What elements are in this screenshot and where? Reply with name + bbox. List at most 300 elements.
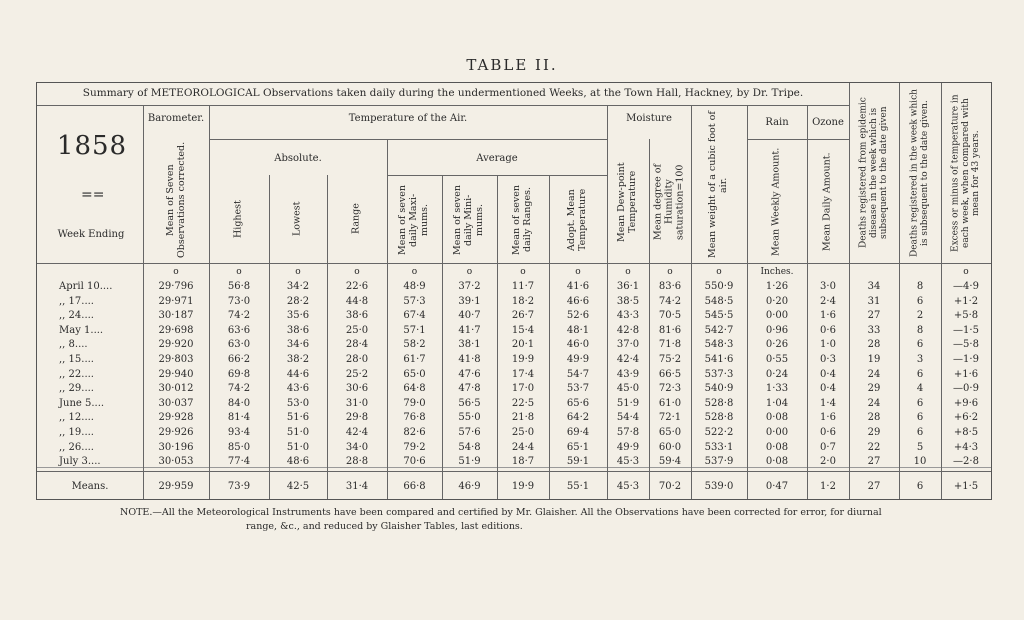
cell-ozone: 0·4 bbox=[820, 383, 836, 395]
unit-highest: o bbox=[236, 267, 242, 277]
footnote bbox=[120, 506, 960, 534]
cell-range: 28·8 bbox=[345, 456, 369, 468]
unit-rain: Inches. bbox=[760, 267, 794, 277]
cell-range: 30·6 bbox=[345, 383, 369, 395]
cell-excess: +8·5 bbox=[953, 427, 979, 438]
cell-dew: 43·3 bbox=[616, 310, 640, 322]
cell-range: 25·2 bbox=[345, 368, 369, 380]
means-highest: 73·9 bbox=[227, 481, 251, 492]
cell-weight: 533·1 bbox=[704, 441, 734, 453]
cell-dew: 49·9 bbox=[616, 441, 640, 453]
note-lead: NOTE. bbox=[120, 507, 153, 518]
cell-weight: 542·7 bbox=[704, 324, 734, 336]
cell-baro: 29·940 bbox=[158, 368, 194, 380]
cell-range: 44·8 bbox=[345, 295, 369, 307]
cell-baro: 29·803 bbox=[158, 354, 194, 365]
cell-epidemic: 29 bbox=[867, 427, 881, 438]
table-caption: Summary of METEOROLOGICAL Observations taken daily during the undermentioned Weeks, at the Town Hall, Hackney, by Dr. Tripe. bbox=[82, 87, 804, 99]
cell-highest: 73·0 bbox=[227, 295, 251, 307]
col-air-weight: Mean weight of a cubic foot of air. bbox=[707, 111, 729, 259]
cell-excess: —1·9 bbox=[953, 354, 979, 365]
cell-adopt: 59·1 bbox=[566, 456, 590, 468]
cell-highest: 84·0 bbox=[227, 397, 251, 409]
cell-maxima: 64·8 bbox=[403, 383, 426, 395]
week-ending-header: Week Ending bbox=[57, 229, 125, 240]
group-barometer: Barometer. bbox=[147, 113, 205, 124]
cell-highest: 77·4 bbox=[227, 456, 251, 468]
unit-excess: o bbox=[963, 267, 969, 277]
table-row bbox=[37, 354, 991, 368]
cell-epidemic: 33 bbox=[867, 324, 881, 336]
cell-highest: 85·0 bbox=[227, 441, 251, 453]
cell-dew: 36·1 bbox=[616, 281, 640, 292]
cell-week: ,, 19.... bbox=[59, 427, 94, 438]
cell-baro: 30·053 bbox=[158, 456, 194, 468]
cell-ranges: 11·7 bbox=[511, 281, 535, 292]
cell-highest: 74·2 bbox=[227, 383, 251, 395]
cell-rain: 1·26 bbox=[765, 281, 789, 292]
cell-rain: 0·26 bbox=[765, 339, 789, 351]
rule-means-top bbox=[37, 471, 991, 472]
cell-highest: 93·4 bbox=[227, 427, 251, 438]
cell-rain: 1·04 bbox=[765, 397, 789, 409]
cell-rain: 0·08 bbox=[765, 456, 789, 468]
col-excess-temperature: Excess or minus of temperature in each week, when compared with mean for 43 years. bbox=[950, 94, 982, 252]
cell-ranges: 24·4 bbox=[511, 441, 535, 453]
cell-minima: 40·7 bbox=[458, 310, 481, 322]
table-row bbox=[37, 310, 991, 324]
cell-ozone: 1·6 bbox=[820, 310, 836, 322]
cell-lowest: 51·6 bbox=[286, 412, 310, 424]
cell-humidity: 81·6 bbox=[658, 324, 682, 336]
col-range: Range bbox=[350, 203, 362, 235]
cell-excess: —0·9 bbox=[953, 383, 979, 395]
means-label: Means. bbox=[71, 481, 109, 492]
cell-adopt: 41·6 bbox=[566, 281, 590, 292]
cell-range: 34·0 bbox=[345, 441, 369, 453]
cell-lowest: 35·6 bbox=[286, 310, 310, 322]
table-row bbox=[37, 456, 991, 470]
cell-range: 25·0 bbox=[345, 324, 369, 336]
table-row bbox=[37, 427, 991, 441]
cell-ozone: 1·0 bbox=[820, 339, 836, 351]
rule-rain-ozone bbox=[747, 139, 849, 140]
cell-deaths: 8 bbox=[916, 281, 924, 292]
cell-minima: 39·1 bbox=[458, 295, 481, 307]
unit-lowest: o bbox=[295, 267, 301, 277]
cell-dew: 38·5 bbox=[616, 295, 640, 307]
table-row bbox=[37, 442, 991, 456]
cell-humidity: 60·0 bbox=[658, 441, 682, 453]
cell-lowest: 38·2 bbox=[286, 354, 310, 365]
table-row bbox=[37, 369, 991, 383]
cell-highest: 69·8 bbox=[227, 368, 251, 380]
cell-ranges: 18·2 bbox=[511, 295, 535, 307]
cell-minima: 57·6 bbox=[458, 427, 481, 438]
cell-humidity: 74·2 bbox=[658, 295, 682, 307]
cell-minima: 37·2 bbox=[458, 281, 481, 292]
unit-range: o bbox=[354, 267, 360, 277]
cell-excess: —2·8 bbox=[953, 456, 979, 468]
cell-lowest: 34·6 bbox=[286, 339, 310, 351]
cell-week: June 5.... bbox=[59, 397, 105, 409]
means-humidity: 70·2 bbox=[658, 481, 682, 492]
cell-deaths: 6 bbox=[916, 427, 924, 438]
cell-rain: 0·96 bbox=[765, 324, 789, 336]
cell-epidemic: 27 bbox=[867, 310, 881, 322]
cell-deaths: 4 bbox=[916, 383, 924, 395]
table-row bbox=[37, 398, 991, 412]
table-row bbox=[37, 281, 991, 295]
col-ozone-amount: Mean Daily Amount. bbox=[821, 152, 833, 252]
cell-rain: 1·33 bbox=[765, 383, 789, 395]
cell-humidity: 70·5 bbox=[658, 310, 682, 322]
cell-ozone: 2·0 bbox=[820, 456, 836, 468]
means-baro: 29·959 bbox=[158, 481, 194, 492]
cell-baro: 30·196 bbox=[158, 441, 194, 453]
cell-minima: 47·8 bbox=[458, 383, 481, 395]
cell-weight: 548·3 bbox=[704, 339, 734, 351]
cell-range: 22·6 bbox=[345, 281, 369, 292]
cell-deaths: 6 bbox=[916, 295, 924, 307]
cell-lowest: 51·0 bbox=[286, 427, 310, 438]
cell-epidemic: 31 bbox=[867, 295, 881, 307]
means-epidemic: 27 bbox=[867, 481, 881, 492]
cell-excess: —4·9 bbox=[953, 281, 979, 292]
means-excess: +1·5 bbox=[953, 481, 979, 492]
cell-rain: 0·20 bbox=[765, 295, 789, 307]
cell-ozone: 2·4 bbox=[820, 295, 836, 307]
table-row bbox=[37, 412, 991, 426]
cell-excess: +1·2 bbox=[953, 295, 979, 307]
cell-ranges: 18·7 bbox=[511, 456, 535, 468]
cell-ranges: 26·7 bbox=[511, 310, 535, 322]
rule-temp bbox=[209, 139, 607, 140]
col-rain-amount: Mean Weekly Amount. bbox=[770, 147, 782, 257]
cell-deaths: 10 bbox=[913, 456, 927, 468]
cell-weight: 541·6 bbox=[704, 354, 734, 365]
cell-maxima: 58·2 bbox=[403, 339, 426, 351]
year-mark: == bbox=[81, 187, 105, 203]
cell-dew: 42·4 bbox=[616, 354, 640, 365]
cell-baro: 29·971 bbox=[158, 295, 194, 307]
cell-weight: 528·8 bbox=[704, 397, 734, 409]
cell-baro: 30·012 bbox=[158, 383, 194, 395]
table-row bbox=[37, 296, 991, 310]
group-moisture: Moisture bbox=[626, 113, 672, 124]
cell-range: 28·4 bbox=[345, 339, 369, 351]
means-lowest: 42·5 bbox=[286, 481, 310, 492]
cell-lowest: 53·0 bbox=[286, 397, 310, 409]
col-dew-point: Mean Dew-point Temperature bbox=[616, 162, 638, 242]
cell-weight: 548·5 bbox=[704, 295, 734, 307]
cell-maxima: 67·4 bbox=[403, 310, 426, 322]
means-row bbox=[37, 481, 991, 495]
col-deaths-epidemic: Deaths registered from epidemic disease in the week which is subsequent to the date given bbox=[858, 97, 890, 249]
col-humidity: Mean degree of Humidity saturation=100 bbox=[652, 164, 686, 240]
cell-humidity: 71·8 bbox=[658, 339, 682, 351]
cell-minima: 38·1 bbox=[458, 339, 481, 351]
cell-baro: 30·187 bbox=[158, 310, 194, 322]
cell-deaths: 6 bbox=[916, 397, 924, 409]
cell-deaths: 6 bbox=[916, 412, 924, 424]
col-highest: Highest bbox=[232, 200, 244, 238]
table-row bbox=[37, 339, 991, 353]
table-row bbox=[37, 325, 991, 339]
cell-dew: 42·8 bbox=[616, 324, 640, 336]
means-weight: 539·0 bbox=[704, 481, 734, 492]
cell-highest: 66·2 bbox=[227, 354, 251, 365]
units-row bbox=[37, 267, 991, 281]
cell-lowest: 28·2 bbox=[286, 295, 310, 307]
cell-rain: 0·08 bbox=[765, 412, 789, 424]
cell-deaths: 2 bbox=[916, 310, 924, 322]
unit-baro: o bbox=[173, 267, 179, 277]
unit-maxima: o bbox=[411, 267, 418, 277]
group-rain: Rain bbox=[765, 117, 789, 128]
cell-baro: 29·928 bbox=[158, 412, 194, 424]
cell-week: ,, 12.... bbox=[59, 412, 94, 424]
cell-rain: 0·24 bbox=[765, 368, 789, 380]
cell-humidity: 61·0 bbox=[658, 397, 682, 409]
group-ozone: Ozone bbox=[812, 117, 844, 128]
cell-baro: 29·796 bbox=[158, 281, 194, 292]
cell-excess: —5·8 bbox=[953, 339, 979, 351]
cell-adopt: 65·6 bbox=[566, 397, 590, 409]
cell-week: May 1.... bbox=[59, 324, 104, 336]
cell-highest: 63·6 bbox=[227, 324, 251, 336]
means-dew: 45·3 bbox=[616, 481, 640, 492]
col-adopt-mean: Adopt. Mean Temperature bbox=[566, 188, 588, 252]
cell-weight: 522·2 bbox=[704, 427, 734, 438]
cell-humidity: 59·4 bbox=[658, 456, 682, 468]
cell-excess: +5·8 bbox=[953, 310, 979, 322]
cell-maxima: 65·0 bbox=[403, 368, 426, 380]
cell-weight: 537·3 bbox=[704, 368, 734, 380]
cell-humidity: 72·3 bbox=[658, 383, 682, 395]
means-rain: 0·47 bbox=[765, 481, 789, 492]
cell-adopt: 49·9 bbox=[566, 354, 590, 365]
cell-week: ,, 15.... bbox=[59, 354, 94, 365]
cell-dew: 45·3 bbox=[616, 456, 640, 468]
cell-range: 29·8 bbox=[345, 412, 369, 424]
cell-adopt: 64·2 bbox=[566, 412, 590, 424]
cell-minima: 51·9 bbox=[458, 456, 481, 468]
table-row bbox=[37, 383, 991, 397]
cell-deaths: 6 bbox=[916, 368, 924, 380]
cell-rain: 0·00 bbox=[765, 310, 789, 322]
cell-epidemic: 29 bbox=[867, 383, 881, 395]
cell-highest: 56·8 bbox=[227, 281, 251, 292]
cell-epidemic: 28 bbox=[867, 412, 881, 424]
cell-epidemic: 24 bbox=[867, 368, 881, 380]
cell-lowest: 34·2 bbox=[286, 281, 310, 292]
cell-epidemic: 24 bbox=[867, 397, 881, 409]
cell-ranges: 19·9 bbox=[511, 354, 535, 365]
cell-highest: 81·4 bbox=[227, 412, 251, 424]
cell-ranges: 25·0 bbox=[511, 427, 535, 438]
cell-weight: 540·9 bbox=[704, 383, 734, 395]
group-temperature: Temperature of the Air. bbox=[348, 113, 468, 124]
cell-ozone: 3·0 bbox=[820, 281, 836, 292]
cell-ranges: 21·8 bbox=[511, 412, 535, 424]
rule-caption bbox=[37, 105, 849, 106]
unit-dew: o bbox=[625, 267, 631, 277]
cell-adopt: 52·6 bbox=[566, 310, 590, 322]
unit-adopt: o bbox=[575, 267, 581, 277]
cell-humidity: 72·1 bbox=[658, 412, 682, 424]
cell-ozone: 1·4 bbox=[820, 397, 836, 409]
cell-week: ,, 22.... bbox=[59, 368, 94, 380]
cell-humidity: 65·0 bbox=[658, 427, 682, 438]
cell-excess: —1·5 bbox=[953, 324, 979, 336]
cell-ranges: 17·0 bbox=[511, 383, 535, 395]
cell-maxima: 48·9 bbox=[403, 281, 426, 292]
col-barometer: Mean of Seven Observations corrected. bbox=[165, 141, 187, 259]
cell-rain: 0·55 bbox=[765, 354, 789, 365]
group-absolute: Absolute. bbox=[274, 153, 322, 164]
cell-epidemic: 19 bbox=[867, 354, 881, 365]
means-adopt: 55·1 bbox=[566, 481, 590, 492]
cell-adopt: 65·1 bbox=[566, 441, 590, 453]
col-lowest: Lowest bbox=[291, 201, 303, 237]
cell-adopt: 53·7 bbox=[566, 383, 590, 395]
year: 1858 bbox=[56, 131, 128, 161]
cell-excess: +6·2 bbox=[953, 412, 979, 424]
cell-maxima: 61·7 bbox=[403, 354, 426, 365]
cell-ozone: 0·7 bbox=[820, 441, 836, 453]
cell-highest: 74·2 bbox=[227, 310, 251, 322]
means-maxima: 66·8 bbox=[403, 481, 426, 492]
unit-minima: o bbox=[466, 267, 473, 277]
means-deaths: 6 bbox=[916, 481, 924, 492]
cell-humidity: 83·6 bbox=[658, 281, 682, 292]
cell-minima: 54·8 bbox=[458, 441, 481, 453]
cell-ranges: 15·4 bbox=[511, 324, 535, 336]
cell-adopt: 46·0 bbox=[566, 339, 590, 351]
cell-ozone: 0·6 bbox=[820, 324, 836, 336]
means-ozone: 1·2 bbox=[820, 481, 836, 492]
note-line-2: range, &c., and reduced by Glaisher Tables, last editions. bbox=[246, 521, 523, 532]
cell-baro: 29·698 bbox=[158, 324, 194, 336]
cell-ranges: 20·1 bbox=[511, 339, 535, 351]
cell-week: ,, 24.... bbox=[59, 310, 94, 322]
cell-maxima: 57·3 bbox=[403, 295, 426, 307]
cell-excess: +1·6 bbox=[953, 368, 979, 380]
note-line-1: —All the Meteorological Instruments have been compared and certified by Mr. Glaisher. All the Observations have been corrected for error, for diurnal bbox=[152, 507, 882, 518]
cell-range: 28·0 bbox=[345, 354, 369, 365]
cell-maxima: 76·8 bbox=[403, 412, 426, 424]
cell-minima: 56·5 bbox=[458, 397, 481, 409]
cell-excess: +9·6 bbox=[953, 397, 979, 409]
cell-deaths: 8 bbox=[916, 324, 924, 336]
cell-epidemic: 27 bbox=[867, 456, 881, 468]
cell-epidemic: 34 bbox=[867, 281, 881, 292]
cell-baro: 29·926 bbox=[158, 427, 194, 438]
cell-baro: 29·920 bbox=[158, 339, 194, 351]
cell-weight: 545·5 bbox=[704, 310, 734, 322]
cell-adopt: 46·6 bbox=[566, 295, 590, 307]
col-mean-ranges: Mean of seven daily Ranges. bbox=[511, 185, 533, 256]
cell-deaths: 6 bbox=[916, 339, 924, 351]
cell-maxima: 70·6 bbox=[403, 456, 426, 468]
unit-weight: o bbox=[716, 267, 722, 277]
cell-minima: 41·8 bbox=[458, 354, 481, 365]
cell-minima: 55·0 bbox=[458, 412, 481, 424]
unit-ranges: o bbox=[520, 267, 526, 277]
cell-lowest: 44·6 bbox=[286, 368, 310, 380]
cell-range: 42·4 bbox=[345, 427, 369, 438]
rule-header-bottom bbox=[37, 263, 991, 264]
cell-ranges: 22·5 bbox=[511, 397, 535, 409]
cell-dew: 51·9 bbox=[616, 397, 640, 409]
cell-minima: 47·6 bbox=[458, 368, 481, 380]
cell-ozone: 0·3 bbox=[820, 354, 836, 365]
cell-maxima: 79·2 bbox=[403, 441, 426, 453]
cell-ranges: 17·4 bbox=[511, 368, 535, 380]
cell-minima: 41·7 bbox=[458, 324, 481, 336]
cell-rain: 0·00 bbox=[765, 427, 789, 438]
col-deaths-week: Deaths registered in the week which is subsequent to the date given. bbox=[909, 89, 930, 257]
cell-lowest: 38·6 bbox=[286, 324, 310, 336]
means-ranges: 19·9 bbox=[511, 481, 535, 492]
cell-ozone: 0·4 bbox=[820, 368, 836, 380]
cell-week: ,, 8.... bbox=[59, 339, 88, 351]
unit-humidity: o bbox=[667, 267, 673, 277]
cell-week: ,, 26.... bbox=[59, 441, 94, 453]
table-title: TABLE II. bbox=[466, 56, 558, 74]
cell-ozone: 0·6 bbox=[820, 427, 836, 438]
cell-maxima: 79·0 bbox=[403, 397, 426, 409]
cell-week: ,, 17.... bbox=[59, 295, 94, 307]
cell-deaths: 5 bbox=[916, 441, 924, 453]
cell-dew: 45·0 bbox=[616, 383, 640, 395]
cell-humidity: 75·2 bbox=[658, 354, 682, 365]
cell-dew: 37·0 bbox=[616, 339, 640, 351]
means-range: 31·4 bbox=[345, 481, 369, 492]
cell-maxima: 82·6 bbox=[403, 427, 426, 438]
cell-range: 38·6 bbox=[345, 310, 369, 322]
cell-lowest: 51·0 bbox=[286, 441, 310, 453]
cell-dew: 54·4 bbox=[616, 412, 640, 424]
cell-range: 31·0 bbox=[345, 397, 369, 409]
group-average: Average bbox=[476, 153, 518, 164]
cell-week: April 10.... bbox=[59, 281, 113, 292]
cell-lowest: 43·6 bbox=[286, 383, 310, 395]
cell-highest: 63·0 bbox=[227, 339, 251, 351]
cell-rain: 0·08 bbox=[765, 441, 789, 453]
meteorological-table bbox=[36, 82, 992, 500]
cell-weight: 528·8 bbox=[704, 412, 734, 424]
cell-adopt: 54·7 bbox=[566, 368, 590, 380]
cell-week: ,, 29.... bbox=[59, 383, 94, 395]
cell-dew: 43·9 bbox=[616, 368, 640, 380]
cell-dew: 57·8 bbox=[616, 427, 640, 438]
cell-adopt: 48·1 bbox=[566, 324, 590, 336]
cell-excess: +4·3 bbox=[953, 441, 979, 453]
cell-ozone: 1·6 bbox=[820, 412, 836, 424]
cell-weight: 537·9 bbox=[704, 456, 734, 468]
means-minima: 46·9 bbox=[458, 481, 481, 492]
cell-epidemic: 22 bbox=[867, 441, 881, 453]
cell-adopt: 69·4 bbox=[566, 427, 590, 438]
cell-lowest: 48·6 bbox=[286, 456, 310, 468]
cell-humidity: 66·5 bbox=[658, 368, 682, 380]
col-mean-minima: Mean of seven daily Mini-mums. bbox=[452, 185, 485, 256]
cell-epidemic: 28 bbox=[867, 339, 881, 351]
cell-maxima: 57·1 bbox=[403, 324, 426, 336]
col-mean-maxima: Mean of seven daily Maxi-mums. bbox=[397, 185, 430, 256]
